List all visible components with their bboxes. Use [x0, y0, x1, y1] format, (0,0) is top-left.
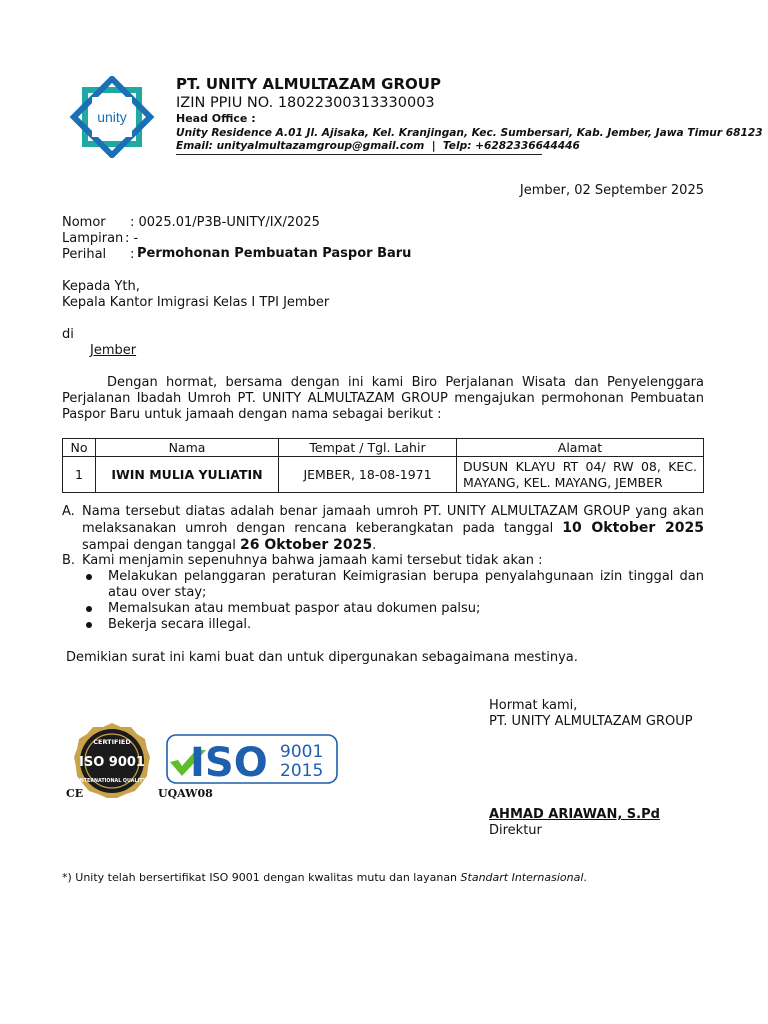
- applicant-table: [62, 438, 704, 493]
- footnote-italic: Standart Internasional: [460, 871, 584, 884]
- signature-company: PT. UNITY ALMULTAZAM GROUP: [489, 714, 693, 729]
- point-a-text: [82, 504, 704, 554]
- header-underline: [176, 154, 542, 155]
- nomor-label: Nomor: [62, 215, 106, 230]
- cert-code-text: UQAW08: [158, 787, 213, 800]
- iso-number-2015: 2015: [280, 761, 324, 781]
- contact-line: Email: unityalmultazamgroup@gmail.com | Telp: +6282336644446: [176, 140, 580, 152]
- seal-bottom-text: INTERNATIONAL QUALITY: [77, 779, 147, 784]
- point-b-prefix: B.: [62, 553, 76, 568]
- footnote-end: .: [583, 871, 587, 884]
- iso-9001-2015-logo: [166, 734, 338, 784]
- perihal-label: Perihal: [62, 247, 107, 262]
- recipient-place: Jember: [90, 343, 137, 358]
- head-office-label: Head Office :: [176, 112, 256, 125]
- nomor-value: : 0025.01/P3B-UNITY/IX/2025: [130, 215, 320, 230]
- closing-paragraph: Demikian surat ini kami buat dan untuk dipergunakan sebagaimana mestinya.: [66, 650, 578, 665]
- table-header-row: [63, 439, 704, 457]
- bullet-dot: [86, 622, 92, 628]
- seal-top-text: CERTIFIED: [93, 738, 131, 746]
- recipient-greeting: Kepada Yth,: [62, 279, 140, 294]
- letter-date: Jember, 02 September 2025: [519, 183, 704, 198]
- company-logo: [62, 76, 162, 158]
- point-b-text: Kami menjamin sepenuhnya bahwa jamaah kami tersebut tidak akan :: [82, 553, 543, 568]
- cell-alamat: DUSUN KLAYU RT 04/ RW 08, KEC. MAYANG, KEL. MAYANG, JEMBER: [457, 457, 704, 493]
- col-nama: Nama: [96, 439, 279, 457]
- bullet-item-3: Bekerja secara illegal.: [108, 617, 252, 632]
- point-a-prefix: A.: [62, 504, 75, 519]
- recipient-office: Kepala Kantor Imigrasi Kelas I TPI Jember: [62, 295, 330, 310]
- company-name: PT. UNITY ALMULTAZAM GROUP: [176, 75, 441, 93]
- bullet-dot: [86, 606, 92, 612]
- col-ttl: Tempat / Tgl. Lahir: [279, 439, 457, 457]
- departure-date: 10 Oktober 2025: [562, 520, 705, 536]
- signer-name: AHMAD ARIAWAN, S.Pd: [489, 807, 660, 822]
- iso-word: ISO: [190, 740, 268, 784]
- signature-greeting: Hormat kami,: [489, 698, 578, 713]
- point-a-text1: Nama tersebut diatas adalah benar jamaah umroh PT. UNITY ALMULTAZAM GROUP yang akan melaksanakan umroh dengan rencana keberangkatan pada tanggal: [82, 504, 704, 536]
- perihal-value: Permohonan Pembuatan Paspor Baru: [137, 246, 412, 261]
- logo-text: unity: [97, 109, 127, 125]
- intro-paragraph: Dengan hormat, bersama dengan ini kami Biro Perjalanan Wisata dan Penyelenggara Perjalanan Ibadah Umroh PT. UNITY ALMULTAZAM GROUP mengajukan permohonan Pembuatan Paspor Baru untuk jamaah dengan nama sebagai berikut :: [62, 375, 704, 422]
- col-no: No: [63, 439, 96, 457]
- cell-nama: IWIN MULIA YULIATIN: [96, 457, 279, 493]
- footnote: [62, 871, 587, 885]
- cell-no: 1: [63, 457, 96, 493]
- head-office-address: Unity Residence A.01 Jl. Ajisaka, Kel. Kranjingan, Kec. Sumbersari, Kab. Jember, Jawa Timur 68123: [176, 127, 763, 139]
- col-alamat: Alamat: [457, 439, 704, 457]
- cell-ttl: JEMBER, 18-08-1971: [279, 457, 457, 493]
- signer-title: Direktur: [489, 823, 542, 838]
- lampiran-label: Lampiran: [62, 231, 124, 246]
- footnote-text: *) Unity telah bersertifikat ISO 9001 dengan kwalitas mutu dan layanan: [62, 871, 461, 884]
- iso-number-9001: 9001: [280, 742, 324, 762]
- point-a-text3: .: [372, 538, 377, 553]
- table-row: [63, 457, 704, 493]
- bullet-dot: [86, 574, 92, 580]
- cert-prefix-text: CE: [66, 787, 84, 800]
- bullet-item-1: Melakukan pelanggaran peraturan Keimigrasian berupa penyalahgunaan izin tinggal dan atau over stay;: [108, 569, 704, 600]
- point-a-text2: sampai dengan tanggal: [82, 538, 240, 553]
- izin-number: IZIN PPIU NO. 18022300313330003: [176, 95, 435, 111]
- perihal-colon: :: [130, 247, 135, 262]
- seal-main-text: ISO 9001: [79, 755, 145, 770]
- lampiran-value: : -: [125, 231, 139, 246]
- bullet-item-2: Memalsukan atau membuat paspor atau dokumen palsu;: [108, 601, 481, 616]
- recipient-di: di: [62, 327, 74, 342]
- return-date: 26 Oktober 2025: [239, 537, 373, 553]
